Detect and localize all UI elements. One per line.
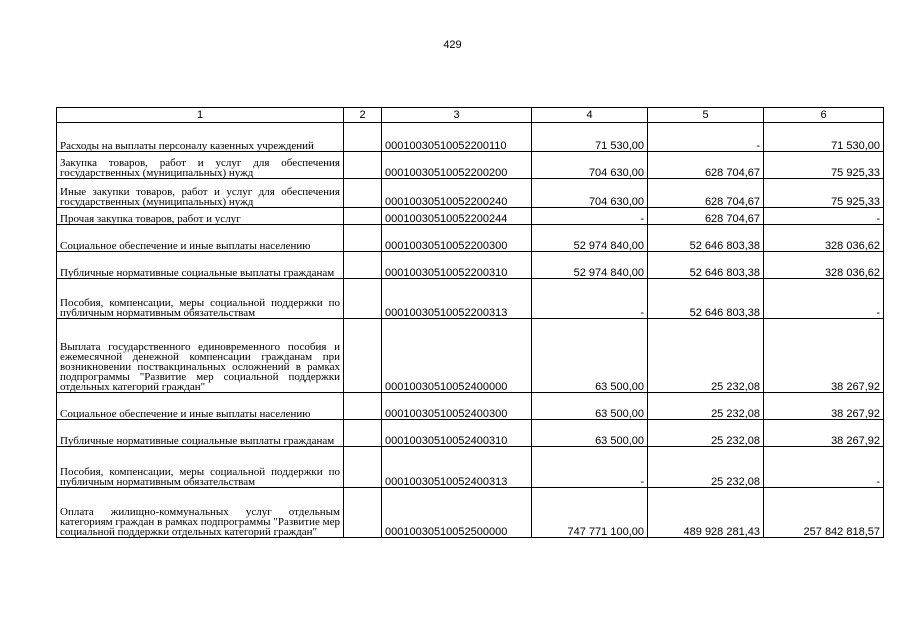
row-name-cell: Закупка товаров, работ и услуг для обеспечения государственных (муниципальных) нужд bbox=[57, 152, 344, 179]
row-code-cell: 00010030510052200310 bbox=[382, 252, 532, 279]
row-column-6-value: 328 036,62 bbox=[764, 252, 884, 279]
budget-table bbox=[56, 107, 884, 538]
row-column-2-cell bbox=[344, 447, 382, 488]
row-column-2-cell bbox=[344, 252, 382, 279]
column-header-4: 4 bbox=[532, 108, 648, 123]
row-column-4-value: - bbox=[532, 208, 648, 225]
row-column-4-value: 63 500,00 bbox=[532, 319, 648, 393]
row-column-6-value: 75 925,33 bbox=[764, 152, 884, 179]
row-name-cell: Пособия, компенсации, меры социальной поддержки по публичным нормативным обязательствам bbox=[57, 447, 344, 488]
table-row bbox=[57, 488, 884, 538]
row-name-cell: Публичные нормативные социальные выплаты гражданам bbox=[57, 420, 344, 447]
table-row bbox=[57, 393, 884, 420]
column-header-6: 6 bbox=[764, 108, 884, 123]
column-header-3: 3 bbox=[382, 108, 532, 123]
row-column-4-value: 63 500,00 bbox=[532, 393, 648, 420]
row-code-cell: 00010030510052200300 bbox=[382, 225, 532, 252]
row-column-6-value: 38 267,92 bbox=[764, 393, 884, 420]
row-name-cell: Публичные нормативные социальные выплаты гражданам bbox=[57, 252, 344, 279]
table-row bbox=[57, 319, 884, 393]
row-name-cell: Прочая закупка товаров, работ и услуг bbox=[57, 208, 344, 225]
table-row bbox=[57, 152, 884, 179]
row-column-2-cell bbox=[344, 393, 382, 420]
table-row bbox=[57, 208, 884, 225]
row-name-cell: Выплата государственного единовременного пособия и ежемесячной денежной компенсации гражданам при возникновении поствакцинальных осложнений в рамках подпрограммы "Развитие мер социальной поддержки отдельных категорий граждан" bbox=[57, 319, 344, 393]
row-code-cell: 00010030510052400000 bbox=[382, 319, 532, 393]
row-column-5-value: 52 646 803,38 bbox=[648, 279, 764, 319]
row-column-6-value: 75 925,33 bbox=[764, 179, 884, 208]
page-number: 429 bbox=[443, 39, 462, 51]
row-column-5-value: 628 704,67 bbox=[648, 208, 764, 225]
row-column-2-cell bbox=[344, 208, 382, 225]
row-code-cell: 00010030510052400313 bbox=[382, 447, 532, 488]
row-code-cell: 00010030510052200244 bbox=[382, 208, 532, 225]
column-header-5: 5 bbox=[648, 108, 764, 123]
row-name-cell: Оплата жилищно-коммунальных услуг отдельным категориям граждан в рамках подпрограммы "Развитие мер социальной поддержки отдельных категорий граждан" bbox=[57, 488, 344, 538]
row-column-4-value: 52 974 840,00 bbox=[532, 252, 648, 279]
row-name-cell: Иные закупки товаров, работ и услуг для обеспечения государственных (муниципальных) нужд bbox=[57, 179, 344, 208]
row-code-cell: 00010030510052400300 bbox=[382, 393, 532, 420]
row-column-4-value: 704 630,00 bbox=[532, 179, 648, 208]
row-column-4-value: 52 974 840,00 bbox=[532, 225, 648, 252]
header-row bbox=[57, 108, 884, 123]
table-body bbox=[57, 123, 884, 538]
table-row bbox=[57, 420, 884, 447]
row-code-cell: 00010030510052400310 bbox=[382, 420, 532, 447]
row-column-6-value: - bbox=[764, 447, 884, 488]
row-column-4-value: - bbox=[532, 279, 648, 319]
row-column-4-value: 71 530,00 bbox=[532, 123, 648, 152]
row-column-5-value: 52 646 803,38 bbox=[648, 225, 764, 252]
row-name-cell: Расходы на выплаты персоналу казенных учреждений bbox=[57, 123, 344, 152]
row-column-2-cell bbox=[344, 420, 382, 447]
row-column-4-value: - bbox=[532, 447, 648, 488]
row-column-5-value: 52 646 803,38 bbox=[648, 252, 764, 279]
table-row bbox=[57, 123, 884, 152]
row-code-cell: 00010030510052200110 bbox=[382, 123, 532, 152]
table-row bbox=[57, 252, 884, 279]
column-header-2: 2 bbox=[344, 108, 382, 123]
row-code-cell: 00010030510052200240 bbox=[382, 179, 532, 208]
row-column-4-value: 747 771 100,00 bbox=[532, 488, 648, 538]
table-row bbox=[57, 447, 884, 488]
row-column-4-value: 704 630,00 bbox=[532, 152, 648, 179]
row-column-6-value: - bbox=[764, 279, 884, 319]
row-column-5-value: 489 928 281,43 bbox=[648, 488, 764, 538]
row-column-5-value: 25 232,08 bbox=[648, 393, 764, 420]
row-column-6-value: 257 842 818,57 bbox=[764, 488, 884, 538]
row-column-2-cell bbox=[344, 488, 382, 538]
row-code-cell: 00010030510052500000 bbox=[382, 488, 532, 538]
row-column-5-value: 25 232,08 bbox=[648, 447, 764, 488]
row-column-6-value: 38 267,92 bbox=[764, 420, 884, 447]
row-code-cell: 00010030510052200313 bbox=[382, 279, 532, 319]
row-name-cell: Социальное обеспечение и иные выплаты населению bbox=[57, 225, 344, 252]
row-column-5-value: 25 232,08 bbox=[648, 420, 764, 447]
row-column-5-value: 628 704,67 bbox=[648, 179, 764, 208]
row-column-2-cell bbox=[344, 225, 382, 252]
row-column-2-cell bbox=[344, 319, 382, 393]
row-column-2-cell bbox=[344, 279, 382, 319]
row-name-cell: Пособия, компенсации, меры социальной поддержки по публичным нормативным обязательствам bbox=[57, 279, 344, 319]
row-column-5-value: 628 704,67 bbox=[648, 152, 764, 179]
row-column-6-value: 71 530,00 bbox=[764, 123, 884, 152]
row-column-4-value: 63 500,00 bbox=[532, 420, 648, 447]
row-column-2-cell bbox=[344, 179, 382, 208]
row-column-5-value: - bbox=[648, 123, 764, 152]
table-row bbox=[57, 279, 884, 319]
row-column-2-cell bbox=[344, 123, 382, 152]
row-column-6-value: - bbox=[764, 208, 884, 225]
table-row bbox=[57, 225, 884, 252]
row-column-6-value: 328 036,62 bbox=[764, 225, 884, 252]
row-column-6-value: 38 267,92 bbox=[764, 319, 884, 393]
row-column-2-cell bbox=[344, 152, 382, 179]
row-column-5-value: 25 232,08 bbox=[648, 319, 764, 393]
column-header-1: 1 bbox=[57, 108, 344, 123]
row-name-cell: Социальное обеспечение и иные выплаты населению bbox=[57, 393, 344, 420]
row-code-cell: 00010030510052200200 bbox=[382, 152, 532, 179]
table-row bbox=[57, 179, 884, 208]
